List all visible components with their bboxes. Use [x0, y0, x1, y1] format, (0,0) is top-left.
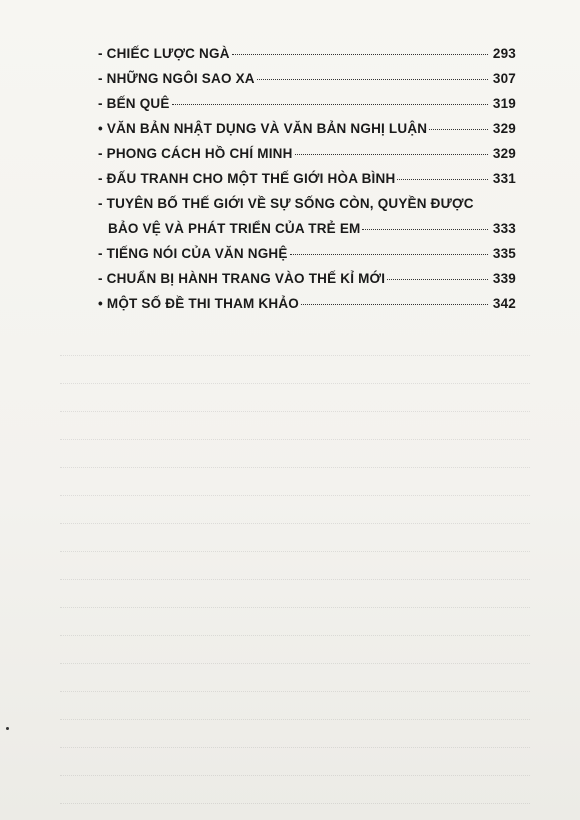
toc-entry — [98, 171, 516, 196]
toc-entry-page: 333 — [492, 221, 516, 236]
toc-entry — [98, 121, 516, 146]
ink-speck — [6, 727, 9, 730]
toc-entry-title: - TUYÊN BỐ THẾ GIỚI VỀ SỰ SỐNG CÒN, QUYỀN ĐƯỢC — [98, 196, 474, 211]
toc-entry-title: - ĐẤU TRANH CHO MỘT THẾ GIỚI HÒA BÌNH — [98, 171, 396, 186]
toc-entry — [98, 196, 516, 221]
toc-entry-page: 335 — [492, 246, 516, 261]
toc-leader-dots — [362, 229, 488, 230]
toc-entry-page: 319 — [492, 96, 516, 111]
toc-leader-dots — [257, 79, 488, 80]
toc-entry — [98, 146, 516, 171]
toc-entry-page: 342 — [492, 296, 516, 311]
toc-entry — [98, 221, 516, 246]
toc-entry — [98, 71, 516, 96]
toc-entry-title: BẢO VỆ VÀ PHÁT TRIỂN CỦA TRẺ EM — [108, 221, 361, 236]
toc-entry-title: - BẾN QUÊ — [98, 96, 170, 111]
toc-entry-page: 329 — [492, 146, 516, 161]
toc-entry-title: - NHỮNG NGÔI SAO XA — [98, 71, 255, 86]
toc-entry-title: - PHONG CÁCH HỒ CHÍ MINH — [98, 146, 293, 161]
toc-leader-dots — [429, 129, 488, 130]
toc-entry-title: - CHIẾC LƯỢC NGÀ — [98, 46, 230, 61]
toc-leader-dots — [295, 154, 488, 155]
toc-entry-page: 293 — [492, 46, 516, 61]
toc-entry-page: 307 — [492, 71, 516, 86]
toc-entry — [98, 271, 516, 296]
toc-entry — [98, 46, 516, 71]
toc-entry — [98, 296, 516, 321]
toc-leader-dots — [172, 104, 488, 105]
toc-entry-page: 339 — [492, 271, 516, 286]
toc-leader-dots — [387, 279, 488, 280]
toc-entry-page: 331 — [492, 171, 516, 186]
toc-entry — [98, 96, 516, 121]
toc-leader-dots — [301, 304, 488, 305]
toc-entry-title: - CHUẨN BỊ HÀNH TRANG VÀO THẾ KỈ MỚI — [98, 271, 386, 286]
toc-entry-title: • VĂN BẢN NHẬT DỤNG VÀ VĂN BẢN NGHỊ LUẬN — [98, 121, 428, 136]
toc-entry-title: - TIẾNG NÓI CỦA VĂN NGHỆ — [98, 246, 288, 261]
toc-entry — [98, 246, 516, 271]
toc-leader-dots — [232, 54, 488, 55]
toc-leader-dots — [397, 179, 488, 180]
toc-leader-dots — [290, 254, 488, 255]
toc-entry-page: 329 — [492, 121, 516, 136]
toc-entry-title: • MỘT SỐ ĐỀ THI THAM KHẢO — [98, 296, 299, 311]
table-of-contents — [98, 46, 516, 321]
